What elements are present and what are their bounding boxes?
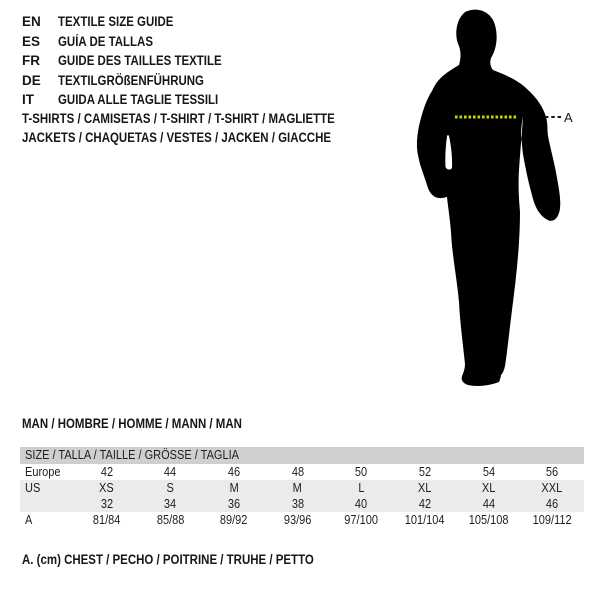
language-label: GUIDE DES TAILLES TEXTILE (58, 53, 222, 68)
table-cell: M (229, 481, 239, 495)
table-cell: 42 (100, 465, 113, 479)
language-code: IT (22, 92, 34, 107)
language-code: ES (22, 33, 41, 49)
table-cell: 44 (164, 465, 177, 479)
table-cell: S (166, 481, 175, 495)
table-cell: 109/112 (532, 513, 572, 527)
table-cell: 36 (227, 497, 241, 511)
size-table-header: SIZE / TALLA / TAILLE / GRÖSSE / TAGLIA (20, 447, 584, 464)
table-cell: 54 (482, 465, 495, 479)
table-cell: 50 (355, 465, 368, 479)
table-cell: 52 (418, 465, 432, 479)
language-code: EN (22, 14, 41, 29)
category-list (22, 109, 390, 148)
table-cell: 101/104 (405, 513, 445, 527)
table-cell: 93/96 (283, 513, 312, 527)
table-cell: 32 (100, 497, 113, 511)
row-label: Europe (25, 465, 61, 479)
language-row-it (22, 90, 251, 110)
row-label (20, 496, 75, 512)
category-line-tshirts: T-SHIRTS / CAMISETAS / T-SHIRT / T-SHIRT / MAGLIETTE (22, 111, 335, 126)
table-cell: 44 (482, 497, 495, 511)
table-cell: 105/108 (468, 513, 509, 527)
table-cell: 48 (291, 465, 304, 479)
language-label: TEXTILGRÖßENFÜHRUNG (58, 72, 204, 88)
row-label: US (25, 481, 41, 495)
category-line-jackets: JACKETS / CHAQUETAS / VESTES / JACKEN / GIACCHE (22, 130, 332, 146)
language-code: FR (22, 53, 40, 68)
table-row-numeric (20, 496, 584, 512)
table-row-us (20, 480, 584, 496)
table-cell: 89/92 (220, 513, 248, 527)
table-cell: L (358, 481, 365, 495)
size-table (20, 447, 584, 528)
language-row-es (22, 32, 251, 52)
language-row-de (22, 71, 251, 91)
measurement-footnote: A. (cm) CHEST / PECHO / POITRINE / TRUHE / PETTO (22, 552, 314, 567)
man-silhouette (395, 8, 565, 398)
table-cell: 97/100 (344, 513, 379, 527)
table-cell: 34 (164, 497, 177, 511)
language-label: TEXTILE SIZE GUIDE (58, 14, 174, 29)
table-cell: XS (99, 481, 115, 495)
language-row-fr (22, 51, 251, 71)
table-cell: XL (418, 481, 432, 495)
language-code: DE (22, 72, 41, 88)
section-title-man: MAN / HOMBRE / HOMME / MANN / MAN (22, 416, 242, 431)
table-cell: 46 (546, 497, 559, 511)
man-silhouette-shape (417, 10, 560, 386)
table-cell: 81/84 (93, 513, 121, 527)
table-cell: M (293, 481, 303, 495)
table-cell: 42 (418, 497, 432, 511)
language-label: GUÍA DE TALLAS (58, 33, 153, 49)
language-row-en (22, 12, 251, 32)
table-cell: 56 (546, 465, 559, 479)
table-row-chest-a (20, 512, 584, 528)
language-list (22, 12, 251, 110)
table-cell: XL (481, 481, 496, 495)
row-label: A (25, 513, 33, 527)
language-label: GUIDA ALLE TAGLIE TESSILI (58, 92, 219, 107)
table-cell: 40 (355, 497, 368, 511)
table-row-europe (20, 464, 584, 480)
table-cell: 85/88 (156, 513, 185, 527)
table-cell: 38 (291, 497, 304, 511)
table-cell: XXL (541, 481, 563, 495)
measurement-label-a: A (564, 110, 573, 125)
table-cell: 46 (227, 465, 241, 479)
